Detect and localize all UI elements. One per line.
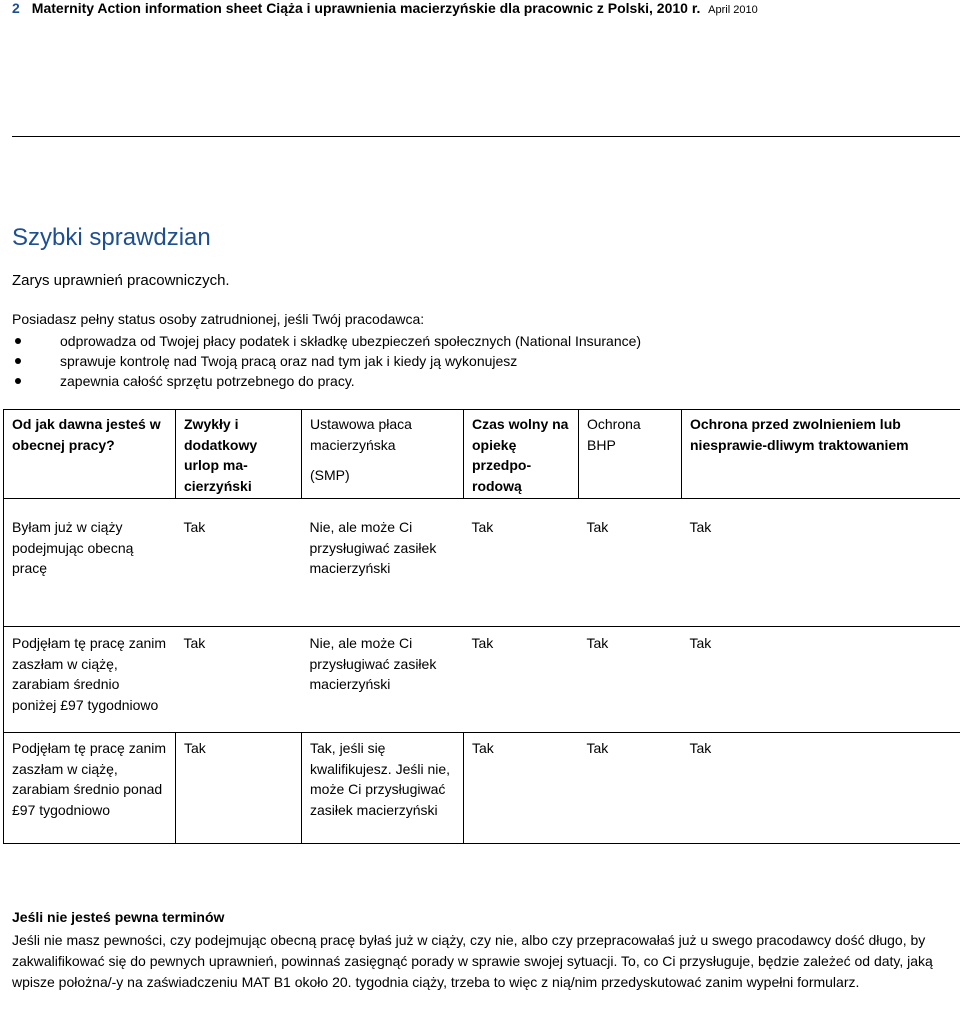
bullet-text: sprawuje kontrolę nad Twoją pracą oraz nad tym jak i kiedy ją wykonujesz xyxy=(60,353,518,369)
uncertain-text: Jeśli nie masz pewności, czy podejmując obecną pracę byłaś już w ciąży, czy nie, albo czy przepracowałaś już u swego pracodawcy dość długo, by zakwalifikować się do pewnych uprawnień, powinnaś zasięgnąć porady w sprawie swojej sytuacji. To, co Ci przysługuje, będzie zależeć od daty, jaką wpisze położna/-y na zaświadczeniu MAT B1 około 20. tygodnia ciąży, trzeba to więc z nią/nim przedyskutować zanim wypełni formularz. xyxy=(12,932,933,990)
header-leave: Zwykły i dodatkowy urlop ma-cierzyński xyxy=(176,410,302,499)
header-date: April 2010 xyxy=(708,4,758,16)
page-number: 2 xyxy=(12,0,20,16)
row-situation: Byłam już w ciąży podejmując obecną pracę xyxy=(4,499,176,627)
uncertain-title: Jeśli nie jesteś pewna terminów xyxy=(12,909,225,925)
row-dismissal: Tak xyxy=(682,733,960,844)
header-duration: Od jak dawna jesteś w obecnej pracy? xyxy=(4,410,176,499)
intro-text: Posiadasz pełny status osoby zatrudnionej, jeśli Twój pracodawca: xyxy=(12,311,425,327)
header-dismissal: Ochrona przed zwolnieniem lub niesprawie-dliwym traktowaniem xyxy=(682,410,960,499)
bullet-text: odprowadza od Twojej płacy podatek i składkę ubezpieczeń społecznych (National Insurance) xyxy=(60,333,642,349)
row-safety: Tak xyxy=(579,733,682,844)
row-smp: Nie, ale może Ci przysługiwać zasiłek macierzyński xyxy=(302,627,464,733)
row-leave: Tak xyxy=(176,499,302,627)
row-smp: Nie, ale może Ci przysługiwać zasiłek macierzyński xyxy=(302,499,464,627)
table-header-row xyxy=(4,410,960,499)
row-smp: Tak, jeśli się kwalifikujesz. Jeśli nie, może Ci przysługiwać zasiłek macierzyński xyxy=(302,733,464,844)
header-safety: Ochrona BHP xyxy=(579,410,682,499)
row-leave: Tak xyxy=(176,733,302,844)
header-title: Maternity Action information sheet Ciąża i uprawnienia macierzyńskie dla pracownic z Polski, 2010 r. xyxy=(31,0,701,16)
header-antenatal: Czas wolny na opiekę przedpo-rodową xyxy=(464,410,579,499)
row-leave: Tak xyxy=(176,627,302,733)
header-smp-abbr: (SMP) xyxy=(310,467,350,483)
page-header xyxy=(12,0,952,18)
entitlements-table xyxy=(3,409,960,844)
bullet-icon xyxy=(15,338,21,344)
row-situation: Podjęłam tę pracę zanim zaszłam w ciążę, zarabiam średnio poniżej £97 tygodniowo xyxy=(4,627,176,733)
table-row xyxy=(4,733,960,844)
header-smp-label: Ustawowa płaca macierzyńska xyxy=(310,416,412,453)
subtitle: Zarys uprawnień pracowniczych. xyxy=(12,272,230,289)
header-rule xyxy=(12,136,960,137)
row-antenatal: Tak xyxy=(464,733,579,844)
row-antenatal: Tak xyxy=(464,627,579,733)
table-row xyxy=(4,627,960,733)
row-dismissal: Tak xyxy=(682,627,960,733)
bullet-icon xyxy=(15,378,21,384)
bullet-icon xyxy=(15,358,21,364)
row-antenatal: Tak xyxy=(464,499,579,627)
row-safety: Tak xyxy=(579,499,682,627)
list-item xyxy=(12,331,641,351)
list-item xyxy=(12,371,641,391)
page-title: Szybki sprawdzian xyxy=(12,224,211,251)
list-item xyxy=(12,351,641,371)
bullet-list xyxy=(12,331,641,391)
row-dismissal: Tak xyxy=(682,499,960,627)
row-situation: Podjęłam tę pracę zanim zaszłam w ciążę, zarabiam średnio ponad £97 tygodniowo xyxy=(4,733,176,844)
row-safety: Tak xyxy=(579,627,682,733)
table-row xyxy=(4,499,960,627)
bullet-text: zapewnia całość sprzętu potrzebnego do pracy. xyxy=(60,373,355,389)
header-smp xyxy=(302,410,464,499)
